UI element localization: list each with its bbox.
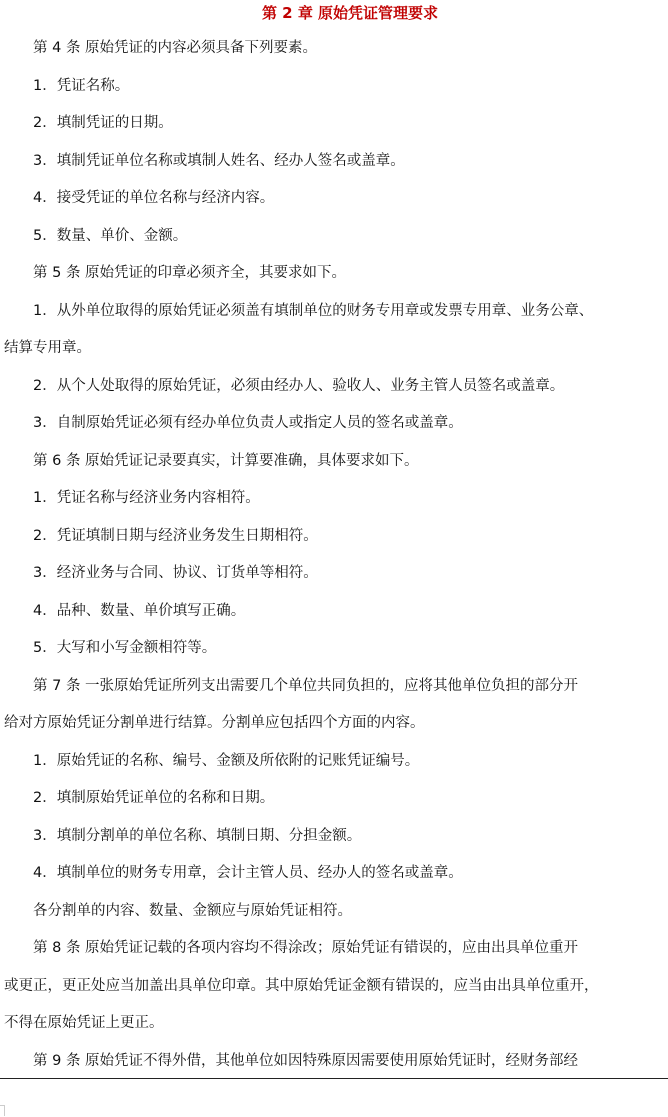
list-item: 1．从外单位取得的原始凭证必须盖有填制单位的财务专用章或发票专用章、业务公章、	[33, 302, 594, 319]
list-item: 1．凭证名称。	[33, 77, 130, 94]
list-item: 2．从个人处取得的原始凭证，必须由经办人、验收人、业务主管人员签名或盖章。	[33, 377, 565, 394]
list-item: 2．凭证填制日期与经济业务发生日期相符。	[33, 527, 318, 544]
list-item-continuation: 结算专用章。	[4, 340, 91, 356]
chapter-title: 第 2 章 原始凭证管理要求	[261, 4, 439, 22]
list-item: 4．接受凭证的单位名称与经济内容。	[33, 190, 275, 206]
paragraph-continuation: 或更正，更正处应当加盖出具单位印章。其中原始凭证金额有错误的，应当由出具单位重开，	[4, 977, 599, 994]
article-9-heading: 第 9 条 原始凭证不得外借，其他单位如因特殊原因需要使用原始凭证时，经财务部经	[33, 1052, 579, 1069]
list-item: 3．经济业务与合同、协议、订货单等相符。	[33, 565, 318, 581]
list-item: 3．自制原始凭证必须有经办单位负责人或指定人员的签名或盖章。	[33, 415, 463, 431]
list-item: 5．大写和小写金额相符等。	[33, 640, 217, 656]
list-item: 4．填制单位的财务专用章，会计主管人员、经办人的签名或盖章。	[33, 865, 463, 881]
paragraph: 各分割单的内容、数量、金额应与原始凭证相符。	[33, 902, 352, 919]
list-item: 3．填制凭证单位名称或填制人姓名、经办人签名或盖章。	[33, 152, 405, 169]
page-corner-mark	[0, 1105, 5, 1116]
article-7-heading: 第 7 条 一张原始凭证所列支出需要几个单位共同负担的，应将其他单位负担的部分开	[33, 677, 579, 694]
article-5-heading: 第 5 条 原始凭证的印章必须齐全，其要求如下。	[33, 265, 347, 281]
list-item: 3．填制分割单的单位名称、填制日期、分担金额。	[33, 827, 362, 844]
document-body	[0, 37, 668, 1087]
article-8-heading: 第 8 条 原始凭证记载的各项内容均不得涂改；原始凭证有错误的，应由出具单位重开	[33, 940, 579, 956]
page-divider	[0, 1078, 668, 1079]
article-4-heading: 第 4 条 原始凭证的内容必须具备下列要素。	[33, 40, 318, 56]
list-item: 1．原始凭证的名称、编号、金额及所依附的记账凭证编号。	[33, 752, 420, 769]
paragraph-continuation: 给对方原始凭证分割单进行结算。分割单应包括四个方面的内容。	[4, 715, 425, 731]
article-6-heading: 第 6 条 原始凭证记录要真实，计算要准确，具体要求如下。	[33, 452, 419, 469]
paragraph-continuation: 不得在原始凭证上更正。	[4, 1015, 164, 1031]
list-item: 5．数量、单价、金额。	[33, 227, 188, 244]
list-item: 1．凭证名称与经济业务内容相符。	[33, 490, 260, 506]
list-item: 2．填制原始凭证单位的名称和日期。	[33, 790, 275, 806]
list-item: 2．填制凭证的日期。	[33, 115, 173, 131]
list-item: 4．品种、数量、单价填写正确。	[33, 602, 246, 619]
